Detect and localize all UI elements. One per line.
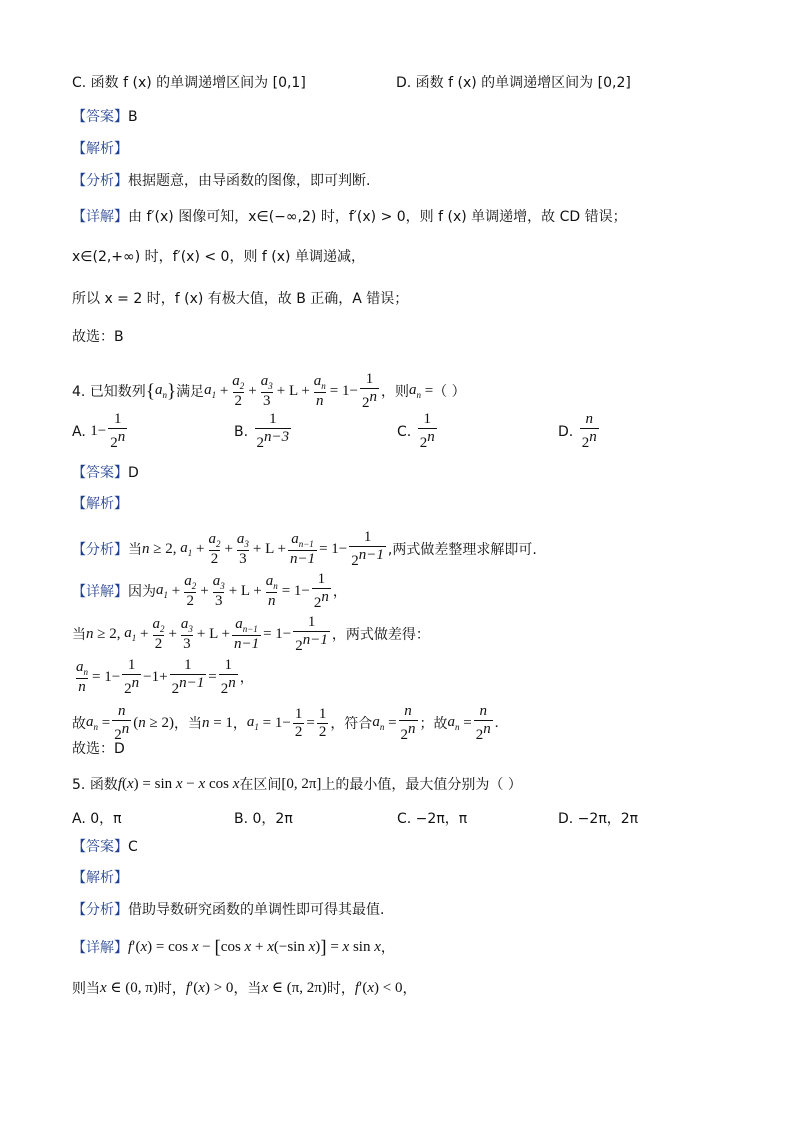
q3-xiangjie-line3: 所以 x = 2 时，f (x) 有极大值，故 B 正确，A 错误； [72,291,409,307]
q4-xiangjie-line1: 【详解】 因为 $a_1$ + $\frac{a_2}{2}$ + $\frac{a_3}{3}$ + L + $\frac{a_n}{n}$ = 1− $\frac{1}{2^n}$ ， [72,571,347,611]
q5-answer: 【答案】 C [72,839,138,855]
q5-fenxi: 【分析】 借助导数研究函数的单调性即可得其最值. [72,902,385,918]
q4-stem: 4. 已知数列 { $a_n$ } 满足 $a_1$ + $\frac{a_2}{2}$ + $\frac{a_3}{3}$ + L + $\frac{a_n}{n}$ = 1− $\frac{1}{2^n}$ ，则 $a_n$ = （ ） [72,371,466,411]
q4-option-d: D. $\frac{n}{2^n}$ [558,411,597,451]
q5-option-a: A. 0，π [72,811,122,827]
q3-fenxi: 【分析】 根据题意，由导函数的图像，即可判断. [72,173,371,189]
q3-xiangjie-line4: 故选：B [72,329,124,345]
q5-option-d: D. −2π，2π [558,811,639,827]
q5-stem: 5. 函数 f ( x ) = sin x − x cos x 在区间 [0, 2π] 上的最小值，最大值分别为（ ） [72,776,522,793]
q5-xiangjie-line2: 则当 x ∈ (0, π) 时， f ′( x ) > 0 ，当 x ∈ (π, 2π) 时， f ′( x ) < 0 ， [72,980,417,997]
q3-xiangjie-line1: 【详解】 由 f′(x) 图像可知，x∈(−∞,2) 时，f′(x) > 0，则 f (x) 单调递增，故 CD 错误； [72,209,627,225]
q3-xiangjie-line2: x∈(2,+∞) 时，f′(x) < 0，则 f (x) 单调递减， [72,249,365,265]
q3-option-d: D. 函数 f (x) 的单调递增区间为 [0,2] [396,75,631,91]
q4-xiangjie-line4: 故 $a_n$ = $\frac{n}{2^n}$ ( n ≥ 2) ，当 n = 1 ， $a_1$ = 1− $\frac{1}{2}$ = $\frac{1}{2}$ ，符合 $a_n$ = $\frac{n}{2^n}$ ；故 $a_n$ = $\frac{n}{2^n}$ . [72,703,499,743]
q5-option-c: C. −2π，π [397,811,468,827]
q4-jiexi: 【解析】 [72,496,128,512]
q4-xuan: 故选：D [72,741,125,757]
q4-fenxi: 【分析】 当 n ≥ 2, $a_1$ + $\frac{a_2}{2}$ + $\frac{a_3}{3}$ + L + $\frac{a_{n-1}}{n-1}$ = 1− $\frac{1}{2^{n-1}}$ ,两式做差整理求解即可. [72,529,537,569]
q5-jiexi: 【解析】 [72,870,128,886]
q3-jiexi: 【解析】 [72,141,128,157]
q4-answer: 【答案】 D [72,465,139,481]
q5-xiangjie-line1: 【详解】 f ′( x ) = cos x − [ cos x + x (−sin x ) ] = x sin x ， [72,937,395,958]
q4-xiangjie-line3: $\frac{a_n}{n}$ = 1− $\frac{1}{2^n}$ −1+ $\frac{1}{2^{n-1}}$ = $\frac{1}{2^n}$ ， [76,657,254,697]
q4-option-b: B. $\frac{1}{2^{n-3}}$ [234,411,290,451]
q3-option-c: C. 函数 f (x) 的单调递增区间为 [0,1] [72,75,306,91]
q3-answer: 【答案】 B [72,109,138,125]
q4-xiangjie-line2: 当 n ≥ 2, $a_1$ + $\frac{a_2}{2}$ + $\frac{a_3}{3}$ + L + $\frac{a_{n-1}}{n-1}$ = 1− $\frac{1}{2^{n-1}}$ ，两式做差得： [72,614,430,654]
q4-option-c: C. $\frac{1}{2^n}$ [397,411,435,451]
q5-option-b: B. 0，2π [234,811,293,827]
q4-option-a: A. 1− $\frac{1}{2^n}$ [72,411,126,451]
